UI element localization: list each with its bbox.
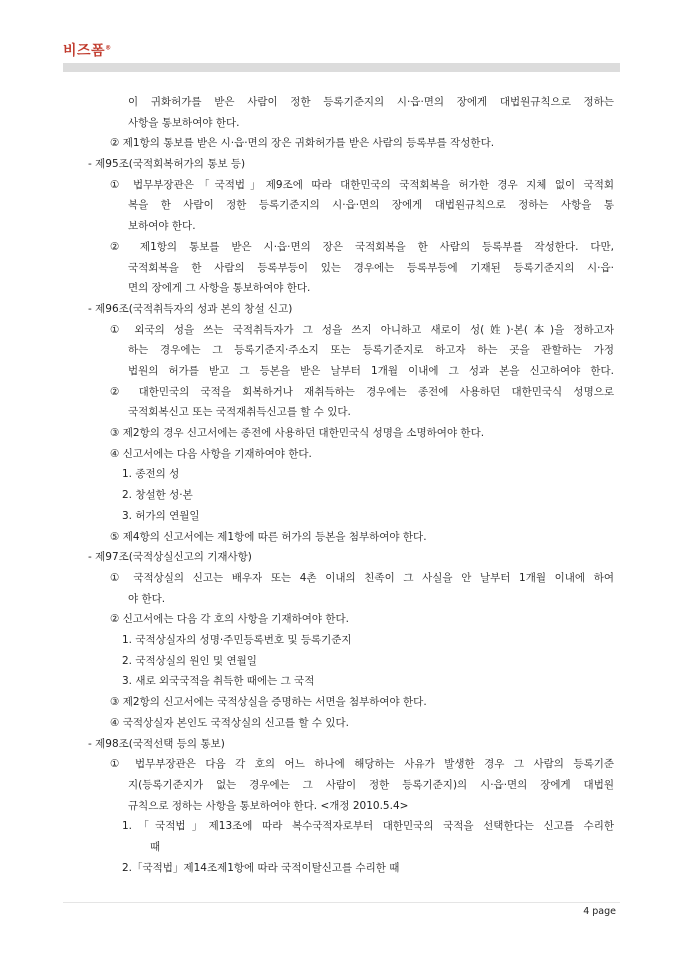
bizform-logo: 비즈폼® xyxy=(63,43,112,59)
text-line: 사항을 통보하여야 한다. xyxy=(128,117,240,129)
paragraph-line: ③ 제2항의 신고서에는 국적상실을 증명하는 서면을 첨부하여야 한다. xyxy=(110,696,427,708)
text-line: 야 한다. xyxy=(128,593,166,605)
paragraph-line: ② 제1항의 통보를 받은 시·읍·면의 장은 귀화허가를 받은 사람의 등록부를 작성한다. xyxy=(110,137,495,149)
paragraph-line: ① 법무부장관은 다음 각 호의 어느 하나에 해당하는 사유가 발생한 경우 그 사람의 등록기준 xyxy=(110,758,614,770)
list-item: 2. 창설한 성·본 xyxy=(122,489,193,501)
list-item: 1.「국적법」제13조에 따라 복수국적자로부터 대한민국의 국적을 선택한다는 신고를 수리한 xyxy=(122,820,614,832)
text-line: 국적회복을 한 사람의 등록부등이 있는 경우에는 등록부등에 기재된 등록기준지의 시·읍· xyxy=(128,262,614,274)
text-line: 이 귀화허가를 받은 사람이 정한 등록기준지의 시·읍·면의 장에게 대법원규칙으로 정하는 xyxy=(128,96,614,108)
list-item: 2. 국적상실의 원인 및 연월일 xyxy=(122,655,257,667)
page-number: 4 page xyxy=(583,906,616,917)
header-bar xyxy=(63,63,620,72)
list-item: 2.「국적법」제14조제1항에 따라 국적이탈신고를 수리한 때 xyxy=(122,862,400,874)
text-line: 하는 경우에는 그 등록기준지·주소지 또는 등록기준지로 하고자 하는 곳을 관할하는 가정 xyxy=(128,344,614,356)
footer-divider xyxy=(63,902,620,903)
text-line: 법원의 허가를 받고 그 등본을 받은 날부터 1개월 이내에 그 성과 본을 신고하여야 한다. xyxy=(128,365,614,377)
text-line: 보하여야 한다. xyxy=(128,220,196,232)
paragraph-line: ③ 제2항의 경우 신고서에는 종전에 사용하던 대한민국식 성명을 소명하여야 한다. xyxy=(110,427,485,439)
paragraph-line: ② 신고서에는 다음 각 호의 사항을 기재하여야 한다. xyxy=(110,613,349,625)
text-line: 규칙으로 정하는 사항을 통보하여야 한다. <개정 2010.5.4> xyxy=(128,800,409,812)
paragraph-line: ① 법무부장관은「국적법」제9조에 따라 대한민국의 국적회복을 허가한 경우 지체 없이 국적회 xyxy=(110,179,614,191)
article-heading: - 제98조(국적선택 등의 통보) xyxy=(88,738,225,750)
paragraph-line: ① 외국의 성을 쓰는 국적취득자가 그 성을 쓰지 아니하고 새로이 성(姓)·본(本)을 정하고자 xyxy=(110,324,614,336)
list-item: 3. 허가의 연월일 xyxy=(122,510,200,522)
list-item: 1. 국적상실자의 성명·주민등록번호 및 등록기준지 xyxy=(122,634,352,646)
article-heading: - 제97조(국적상실신고의 기재사항) xyxy=(88,551,252,563)
article-heading: - 제95조(국적회복허가의 통보 등) xyxy=(88,158,246,170)
paragraph-line: ① 국적상실의 신고는 배우자 또는 4촌 이내의 친족이 그 사실을 안 날부터 1개월 이내에 하여 xyxy=(110,572,614,584)
list-item: 1. 종전의 성 xyxy=(122,468,180,480)
text-line: 때 xyxy=(150,841,161,853)
paragraph-line: ② 제1항의 통보를 받은 시·읍·면의 장은 국적회복을 한 사람의 등록부를 작성한다. 다만, xyxy=(110,241,614,253)
text-line: 복을 한 사람이 정한 등록기준지의 시·읍·면의 장에게 대법원규칙으로 정하는 사항을 통 xyxy=(128,199,614,211)
text-line: 면의 장에게 그 사항을 통보하여야 한다. xyxy=(128,282,311,294)
article-heading: - 제96조(국적취득자의 성과 본의 창설 신고) xyxy=(88,303,293,315)
paragraph-line: ④ 국적상실자 본인도 국적상실의 신고를 할 수 있다. xyxy=(110,717,349,729)
text-line: 국적회복신고 또는 국적재취득신고를 할 수 있다. xyxy=(128,406,351,418)
paragraph-line: ⑤ 제4항의 신고서에는 제1항에 따른 허가의 등본을 첨부하여야 한다. xyxy=(110,531,427,543)
paragraph-line: ② 대한민국의 국적을 회복하거나 재취득하는 경우에는 종전에 사용하던 대한민국식 성명으로 xyxy=(110,386,614,398)
text-line: 지(등록기준지가 없는 경우에는 그 사람이 정한 등록기준지)의 시·읍·면의 장에게 대법원 xyxy=(128,779,614,791)
list-item: 3. 새로 외국국적을 취득한 때에는 그 국적 xyxy=(122,675,315,687)
paragraph-line: ④ 신고서에는 다음 사항을 기재하여야 한다. xyxy=(110,448,312,460)
